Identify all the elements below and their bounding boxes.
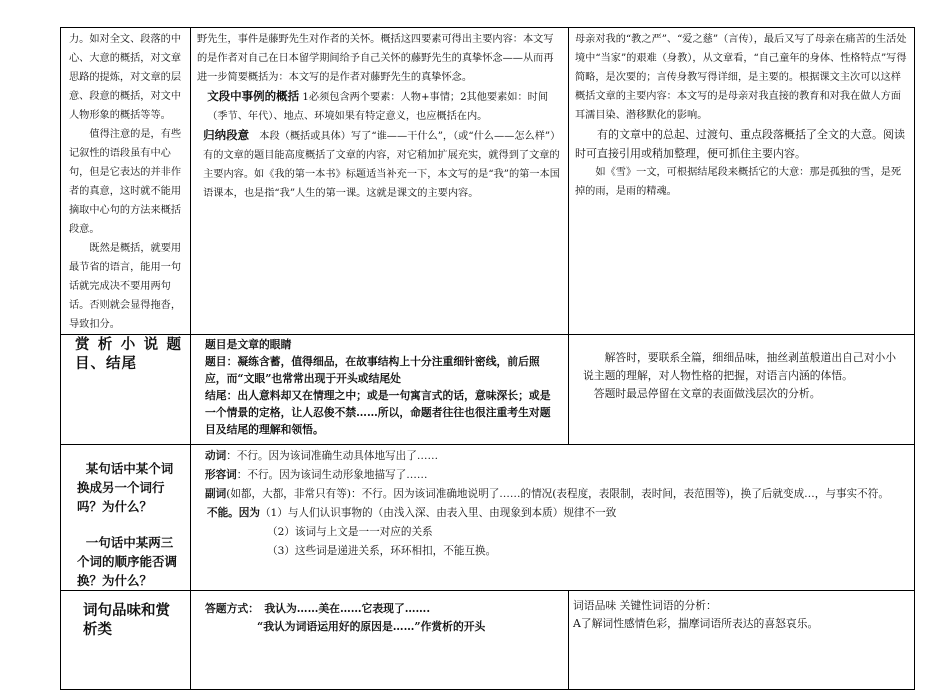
paragraph: 野先生，事件是藤野先生对作者的关怀。概括这四要素可得出主要内容：本文写的是作者对自己在日本留学期间给予自己关怀的藤野先生的真挚怀念——从而再进一步简要概括为：本文写的是作者对藤野先生的真挚怀念。: [197, 34, 554, 83]
row4-col3-cell: [569, 591, 915, 690]
list-item: （2）该词与上文是一一对应的关系: [267, 526, 433, 538]
row1-col1-cell: [61, 28, 191, 335]
term-label: 形容词: [205, 469, 237, 481]
paragraph: ：不行。因为该词准确生动具体地写出了……: [226, 450, 439, 462]
paragraph: 既然是概括，就要用最节省的语言，能用一句话就完成决不要用两句话。否则就会显得拖沓，导致扣分。: [69, 243, 182, 330]
notes-table: [60, 27, 915, 690]
row4-title-cell: [61, 591, 191, 690]
term-label: 答题方式：: [205, 602, 254, 615]
section-heading: 归纳段意: [203, 128, 250, 142]
paragraph: 有的文章中的总起、过渡句、重点段落概括了全文的大意。阅读时可直接引用或稍加整理，便可抓住主要内容。: [575, 128, 905, 160]
question-heading: 一句话中某两三个词的顺序能否调换？为什么？: [77, 535, 178, 588]
table-row: [61, 591, 915, 690]
paragraph: 答题时最忌停留在文章的表面做浅层次的分析。: [593, 387, 821, 400]
paragraph: 1必须包含两个要素：人物+事情；2其他要素如：时间（季节、年代）、地点、环境如果有特定意义，也应概括在内。: [207, 92, 549, 122]
term-label: 副词: [205, 488, 227, 500]
row3-title-cell: [61, 445, 191, 591]
paragraph: 母亲对我的“教之严”、“爱之慈”（言传），最后又写了母亲在痛苦的生活处境中“当家”的艰难（身教），从文章看，“自己童年的身体、性格特点”写得简略，是次要的；言传身教写得详细，是主要的。根据课文主次可以这样概括文章的主要内容：本文写的是母亲对我直接的教育和对我在做人方面耳濡目染、潜移默化的影响。: [575, 34, 907, 121]
question-heading: 某句话中某个词换成另一个词行吗？为什么？: [77, 461, 174, 514]
paragraph: 本段（概括或具体）写了“谁——干什么”，（或“什么——怎么样”） 有的文章的题目能高度概括了文章的内容，对它稍加扩展充实，就得到了文章的主要内容。如《我的第一本书》标题适当补充一下，本文写的是“我”的第一本国语课本，也是指“我”人生的第一课。这就是课文的主要内容。: [203, 131, 566, 199]
section-heading: 文段中事例的概括: [207, 89, 300, 103]
list-item: （1）与人们认识事物的（由浅入深、由表入里、由现象到本质）规律不一致: [259, 507, 617, 519]
table-row: [61, 28, 915, 335]
term-label: 动词: [205, 450, 227, 462]
paragraph: 结尾：出人意料却又在情理之中；或是一句寓言式的话，意味深长；或是一个情景的定格，让人忍俊不禁……所以，命题者往往也很注重考生对题目及结尾的理解和领悟。: [205, 389, 551, 436]
paragraph: ：不行。因为该词生动形象地描写了……: [236, 469, 428, 481]
paragraph: 词语品味 关键性词语的分析：: [573, 599, 717, 612]
paragraph: (如都，大都，非常只有等)：不行。因为该词准确地说明了……的情况(表程度，表限制，表时间，表范围等)，换了后就变成…，与事实不符。: [226, 488, 889, 500]
paragraph: A了解词性感情色彩，揣摩词语所表达的喜怒哀乐。: [573, 617, 819, 630]
row2-col2-cell: [191, 335, 569, 445]
table-row: [61, 335, 915, 445]
table-row: [61, 445, 915, 591]
paragraph: 力。如对全文、段落的中心、大意的概括，对文章思路的提炼，对文章的层意、段意的概括，对文中人物形象的概括等等。: [69, 34, 182, 121]
paragraph: 我认为……美在……它表现了…….: [253, 602, 431, 615]
term-label: 不能。因为: [207, 507, 260, 519]
row4-col2-cell: [191, 591, 569, 690]
row1-col3-cell: [569, 28, 915, 335]
row-title: 词句品味和赏析类: [83, 602, 170, 638]
paragraph: 题目是文章的眼睛: [205, 338, 292, 351]
row3-answer-cell: [191, 445, 915, 591]
document-page: [60, 27, 914, 667]
paragraph: “我认为词语运用好的原因是……”作赏析的开头: [257, 620, 486, 633]
row-title: 赏析小说题目、结尾: [75, 336, 182, 372]
paragraph: 如《雪》一文，可根据结尾段来概括它的大意：那是孤独的雪，是死掉的雨，是雨的精魂。: [575, 167, 902, 197]
row1-col2-cell: [191, 28, 569, 335]
row2-title-cell: [61, 335, 191, 445]
list-item: （3）这些词是递进关系，环环相扣，不能互换。: [267, 545, 497, 557]
paragraph: 题目：凝练含蓄，值得细品，在故事结构上十分注重细针密线，前后照应，而“文眼”也常常出现于开头或结尾处: [205, 355, 540, 385]
row2-col3-cell: [569, 335, 915, 445]
paragraph: 值得注意的是，有些记叙性的语段虽有中心句，但是它表达的并非作者的真意，这时就不能用摘取中心句的方法来概括段意。: [69, 129, 182, 235]
paragraph: 解答时，要联系全篇，细细品味，抽丝剥茧般道出自己对小小说主题的理解，对人物性格的把握，对语言内涵的体悟。: [583, 351, 897, 382]
